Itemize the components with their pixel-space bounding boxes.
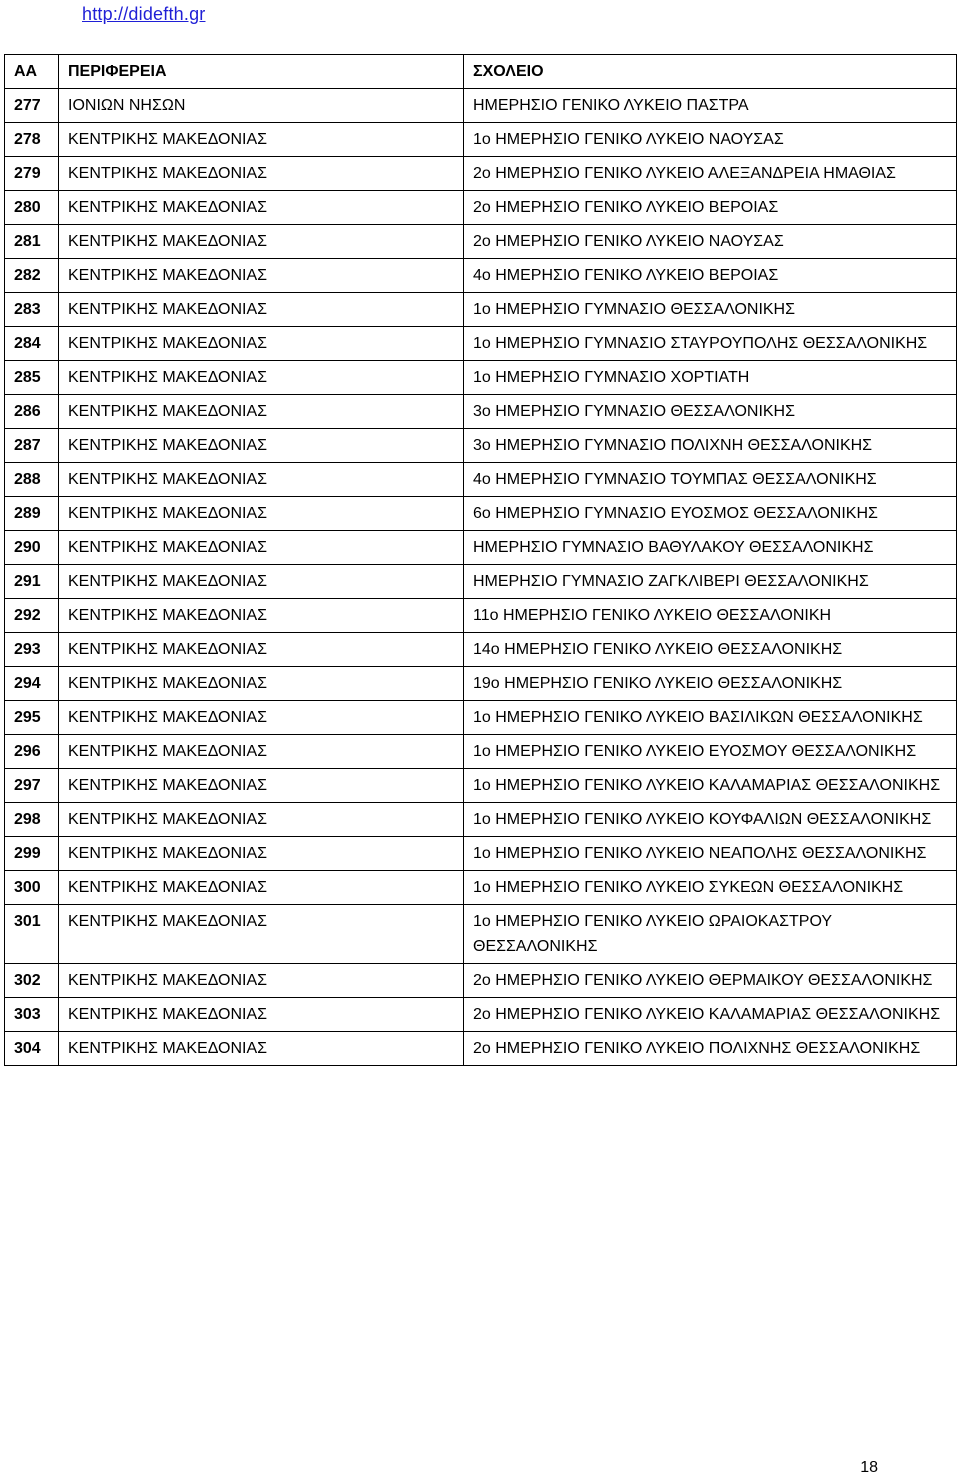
table-header-row [5, 55, 957, 89]
row-aa-cell: 288 [5, 463, 59, 497]
row-region-cell: ΚΕΝΤΡΙΚΗΣ ΜΑΚΕΔΟΝΙΑΣ [59, 905, 464, 964]
row-region-cell: ΚΕΝΤΡΙΚΗΣ ΜΑΚΕΔΟΝΙΑΣ [59, 667, 464, 701]
row-school-cell: 1ο ΗΜΕΡΗΣΙΟ ΓΕΝΙΚΟ ΛΥΚΕΙΟ ΝΕΑΠΟΛΗΣ ΘΕΣΣΑΛΟΝΙΚΗΣ [464, 837, 957, 871]
row-school-cell: 14ο ΗΜΕΡΗΣΙΟ ΓΕΝΙΚΟ ΛΥΚΕΙΟ ΘΕΣΣΑΛΟΝΙΚΗΣ [464, 633, 957, 667]
table-row [5, 769, 957, 803]
row-school-cell: ΗΜΕΡΗΣΙΟ ΓΥΜΝΑΣΙΟ ΒΑΘΥΛΑΚΟΥ ΘΕΣΣΑΛΟΝΙΚΗΣ [464, 531, 957, 565]
row-aa-cell: 284 [5, 327, 59, 361]
row-region-cell: ΚΕΝΤΡΙΚΗΣ ΜΑΚΕΔΟΝΙΑΣ [59, 225, 464, 259]
row-school-cell: ΗΜΕΡΗΣΙΟ ΓΥΜΝΑΣΙΟ ΖΑΓΚΛΙΒΕΡΙ ΘΕΣΣΑΛΟΝΙΚΗΣ [464, 565, 957, 599]
table-row [5, 497, 957, 531]
table-row [5, 225, 957, 259]
row-region-cell: ΚΕΝΤΡΙΚΗΣ ΜΑΚΕΔΟΝΙΑΣ [59, 259, 464, 293]
row-aa-cell: 282 [5, 259, 59, 293]
row-aa-cell: 302 [5, 964, 59, 998]
row-region-cell: ΚΕΝΤΡΙΚΗΣ ΜΑΚΕΔΟΝΙΑΣ [59, 293, 464, 327]
row-aa-cell: 283 [5, 293, 59, 327]
row-aa-cell: 285 [5, 361, 59, 395]
column-header-region: ΠΕΡΙΦΕΡΕΙΑ [59, 55, 464, 89]
row-aa-cell: 294 [5, 667, 59, 701]
table-row [5, 395, 957, 429]
row-aa-cell: 299 [5, 837, 59, 871]
table-row [5, 157, 957, 191]
row-aa-cell: 287 [5, 429, 59, 463]
row-school-cell: 1ο ΗΜΕΡΗΣΙΟ ΓΕΝΙΚΟ ΛΥΚΕΙΟ ΝΑΟΥΣΑΣ [464, 123, 957, 157]
row-aa-cell: 281 [5, 225, 59, 259]
row-region-cell: ΚΕΝΤΡΙΚΗΣ ΜΑΚΕΔΟΝΙΑΣ [59, 701, 464, 735]
row-region-cell: ΚΕΝΤΡΙΚΗΣ ΜΑΚΕΔΟΝΙΑΣ [59, 123, 464, 157]
row-school-cell: 1ο ΗΜΕΡΗΣΙΟ ΓΕΝΙΚΟ ΛΥΚΕΙΟ ΕΥΟΣΜΟΥ ΘΕΣΣΑΛΟΝΙΚΗΣ [464, 735, 957, 769]
row-region-cell: ΚΕΝΤΡΙΚΗΣ ΜΑΚΕΔΟΝΙΑΣ [59, 565, 464, 599]
table-row [5, 565, 957, 599]
row-region-cell: ΚΕΝΤΡΙΚΗΣ ΜΑΚΕΔΟΝΙΑΣ [59, 191, 464, 225]
table-row [5, 293, 957, 327]
table-row [5, 327, 957, 361]
table-body [5, 89, 957, 1066]
table-row [5, 361, 957, 395]
row-region-cell: ΚΕΝΤΡΙΚΗΣ ΜΑΚΕΔΟΝΙΑΣ [59, 735, 464, 769]
row-school-cell: 2ο ΗΜΕΡΗΣΙΟ ΓΕΝΙΚΟ ΛΥΚΕΙΟ ΝΑΟΥΣΑΣ [464, 225, 957, 259]
table-row [5, 599, 957, 633]
row-aa-cell: 297 [5, 769, 59, 803]
row-school-cell: 1ο ΗΜΕΡΗΣΙΟ ΓΕΝΙΚΟ ΛΥΚΕΙΟ ΚΑΛΑΜΑΡΙΑΣ ΘΕΣΣΑΛΟΝΙΚΗΣ [464, 769, 957, 803]
row-region-cell: ΚΕΝΤΡΙΚΗΣ ΜΑΚΕΔΟΝΙΑΣ [59, 803, 464, 837]
row-school-cell: 11ο ΗΜΕΡΗΣΙΟ ΓΕΝΙΚΟ ΛΥΚΕΙΟ ΘΕΣΣΑΛΟΝΙΚΗ [464, 599, 957, 633]
row-aa-cell: 304 [5, 1032, 59, 1066]
table-row [5, 803, 957, 837]
row-region-cell: ΚΕΝΤΡΙΚΗΣ ΜΑΚΕΔΟΝΙΑΣ [59, 531, 464, 565]
table-row [5, 191, 957, 225]
table-row [5, 259, 957, 293]
row-region-cell: ΚΕΝΤΡΙΚΗΣ ΜΑΚΕΔΟΝΙΑΣ [59, 327, 464, 361]
row-school-cell: 2ο ΗΜΕΡΗΣΙΟ ΓΕΝΙΚΟ ΛΥΚΕΙΟ ΚΑΛΑΜΑΡΙΑΣ ΘΕΣΣΑΛΟΝΙΚΗΣ [464, 998, 957, 1032]
row-school-cell: 2ο ΗΜΕΡΗΣΙΟ ΓΕΝΙΚΟ ΛΥΚΕΙΟ ΑΛΕΞΑΝΔΡΕΙΑ ΗΜΑΘΙΑΣ [464, 157, 957, 191]
row-region-cell: ΚΕΝΤΡΙΚΗΣ ΜΑΚΕΔΟΝΙΑΣ [59, 998, 464, 1032]
table-row [5, 429, 957, 463]
row-aa-cell: 292 [5, 599, 59, 633]
table-row [5, 905, 957, 964]
row-region-cell: ΚΕΝΤΡΙΚΗΣ ΜΑΚΕΔΟΝΙΑΣ [59, 429, 464, 463]
row-aa-cell: 301 [5, 905, 59, 964]
row-aa-cell: 293 [5, 633, 59, 667]
row-school-cell: 4ο ΗΜΕΡΗΣΙΟ ΓΥΜΝΑΣΙΟ ΤΟΥΜΠΑΣ ΘΕΣΣΑΛΟΝΙΚΗΣ [464, 463, 957, 497]
row-aa-cell: 298 [5, 803, 59, 837]
table-row [5, 531, 957, 565]
row-school-cell: 1ο ΗΜΕΡΗΣΙΟ ΓΕΝΙΚΟ ΛΥΚΕΙΟ ΚΟΥΦΑΛΙΩΝ ΘΕΣΣΑΛΟΝΙΚΗΣ [464, 803, 957, 837]
row-school-cell: 2ο ΗΜΕΡΗΣΙΟ ΓΕΝΙΚΟ ΛΥΚΕΙΟ ΘΕΡΜΑΙΚΟΥ ΘΕΣΣΑΛΟΝΙΚΗΣ [464, 964, 957, 998]
row-aa-cell: 279 [5, 157, 59, 191]
row-region-cell: ΚΕΝΤΡΙΚΗΣ ΜΑΚΕΔΟΝΙΑΣ [59, 463, 464, 497]
row-aa-cell: 303 [5, 998, 59, 1032]
table-row [5, 667, 957, 701]
table-row [5, 735, 957, 769]
row-school-cell: ΗΜΕΡΗΣΙΟ ΓΕΝΙΚΟ ΛΥΚΕΙΟ ΠΑΣΤΡΑ [464, 89, 957, 123]
row-aa-cell: 290 [5, 531, 59, 565]
row-school-cell: 1ο ΗΜΕΡΗΣΙΟ ΓΕΝΙΚΟ ΛΥΚΕΙΟ ΣΥΚΕΩΝ ΘΕΣΣΑΛΟΝΙΚΗΣ [464, 871, 957, 905]
row-school-cell: 19ο ΗΜΕΡΗΣΙΟ ΓΕΝΙΚΟ ΛΥΚΕΙΟ ΘΕΣΣΑΛΟΝΙΚΗΣ [464, 667, 957, 701]
row-region-cell: ΚΕΝΤΡΙΚΗΣ ΜΑΚΕΔΟΝΙΑΣ [59, 157, 464, 191]
row-aa-cell: 295 [5, 701, 59, 735]
row-aa-cell: 277 [5, 89, 59, 123]
row-school-cell: 3ο ΗΜΕΡΗΣΙΟ ΓΥΜΝΑΣΙΟ ΠΟΛΙΧΝΗ ΘΕΣΣΑΛΟΝΙΚΗΣ [464, 429, 957, 463]
table-row [5, 89, 957, 123]
table-row [5, 964, 957, 998]
row-region-cell: ΚΕΝΤΡΙΚΗΣ ΜΑΚΕΔΟΝΙΑΣ [59, 395, 464, 429]
row-school-cell: 3ο ΗΜΕΡΗΣΙΟ ΓΥΜΝΑΣΙΟ ΘΕΣΣΑΛΟΝΙΚΗΣ [464, 395, 957, 429]
row-school-cell: 2ο ΗΜΕΡΗΣΙΟ ΓΕΝΙΚΟ ΛΥΚΕΙΟ ΠΟΛΙΧΝΗΣ ΘΕΣΣΑΛΟΝΙΚΗΣ [464, 1032, 957, 1066]
row-region-cell: ΚΕΝΤΡΙΚΗΣ ΜΑΚΕΔΟΝΙΑΣ [59, 599, 464, 633]
row-aa-cell: 296 [5, 735, 59, 769]
row-aa-cell: 300 [5, 871, 59, 905]
row-region-cell: ΙΟΝΙΩΝ ΝΗΣΩΝ [59, 89, 464, 123]
row-school-cell: 4ο ΗΜΕΡΗΣΙΟ ΓΕΝΙΚΟ ΛΥΚΕΙΟ ΒΕΡΟΙΑΣ [464, 259, 957, 293]
row-aa-cell: 291 [5, 565, 59, 599]
table-row [5, 837, 957, 871]
row-school-cell: 1ο ΗΜΕΡΗΣΙΟ ΓΥΜΝΑΣΙΟ ΧΟΡΤΙΑΤΗ [464, 361, 957, 395]
table-row [5, 701, 957, 735]
row-aa-cell: 289 [5, 497, 59, 531]
header-link[interactable]: http://didefth.gr [82, 4, 206, 24]
column-header-aa: ΑΑ [5, 55, 59, 89]
row-region-cell: ΚΕΝΤΡΙΚΗΣ ΜΑΚΕΔΟΝΙΑΣ [59, 964, 464, 998]
row-region-cell: ΚΕΝΤΡΙΚΗΣ ΜΑΚΕΔΟΝΙΑΣ [59, 497, 464, 531]
row-school-cell: 2ο ΗΜΕΡΗΣΙΟ ΓΕΝΙΚΟ ΛΥΚΕΙΟ ΒΕΡΟΙΑΣ [464, 191, 957, 225]
row-region-cell: ΚΕΝΤΡΙΚΗΣ ΜΑΚΕΔΟΝΙΑΣ [59, 871, 464, 905]
column-header-school: ΣΧΟΛΕΙΟ [464, 55, 957, 89]
schools-table [4, 54, 957, 1066]
row-region-cell: ΚΕΝΤΡΙΚΗΣ ΜΑΚΕΔΟΝΙΑΣ [59, 837, 464, 871]
row-school-cell: 1ο ΗΜΕΡΗΣΙΟ ΓΕΝΙΚΟ ΛΥΚΕΙΟ ΩΡΑΙΟΚΑΣΤΡΟΥ ΘΕΣΣΑΛΟΝΙΚΗΣ [464, 905, 957, 964]
row-region-cell: ΚΕΝΤΡΙΚΗΣ ΜΑΚΕΔΟΝΙΑΣ [59, 1032, 464, 1066]
row-region-cell: ΚΕΝΤΡΙΚΗΣ ΜΑΚΕΔΟΝΙΑΣ [59, 361, 464, 395]
row-aa-cell: 286 [5, 395, 59, 429]
row-school-cell: 1ο ΗΜΕΡΗΣΙΟ ΓΥΜΝΑΣΙΟ ΘΕΣΣΑΛΟΝΙΚΗΣ [464, 293, 957, 327]
row-school-cell: 6ο ΗΜΕΡΗΣΙΟ ΓΥΜΝΑΣΙΟ ΕΥΟΣΜΟΣ ΘΕΣΣΑΛΟΝΙΚΗΣ [464, 497, 957, 531]
row-aa-cell: 278 [5, 123, 59, 157]
row-school-cell: 1ο ΗΜΕΡΗΣΙΟ ΓΕΝΙΚΟ ΛΥΚΕΙΟ ΒΑΣΙΛΙΚΩΝ ΘΕΣΣΑΛΟΝΙΚΗΣ [464, 701, 957, 735]
page-number: 18 [860, 1459, 878, 1476]
table-row [5, 871, 957, 905]
table-row [5, 633, 957, 667]
table-row [5, 463, 957, 497]
row-region-cell: ΚΕΝΤΡΙΚΗΣ ΜΑΚΕΔΟΝΙΑΣ [59, 633, 464, 667]
table-row [5, 123, 957, 157]
table-row [5, 998, 957, 1032]
row-aa-cell: 280 [5, 191, 59, 225]
table-row [5, 1032, 957, 1066]
row-region-cell: ΚΕΝΤΡΙΚΗΣ ΜΑΚΕΔΟΝΙΑΣ [59, 769, 464, 803]
row-school-cell: 1ο ΗΜΕΡΗΣΙΟ ΓΥΜΝΑΣΙΟ ΣΤΑΥΡΟΥΠΟΛΗΣ ΘΕΣΣΑΛΟΝΙΚΗΣ [464, 327, 957, 361]
